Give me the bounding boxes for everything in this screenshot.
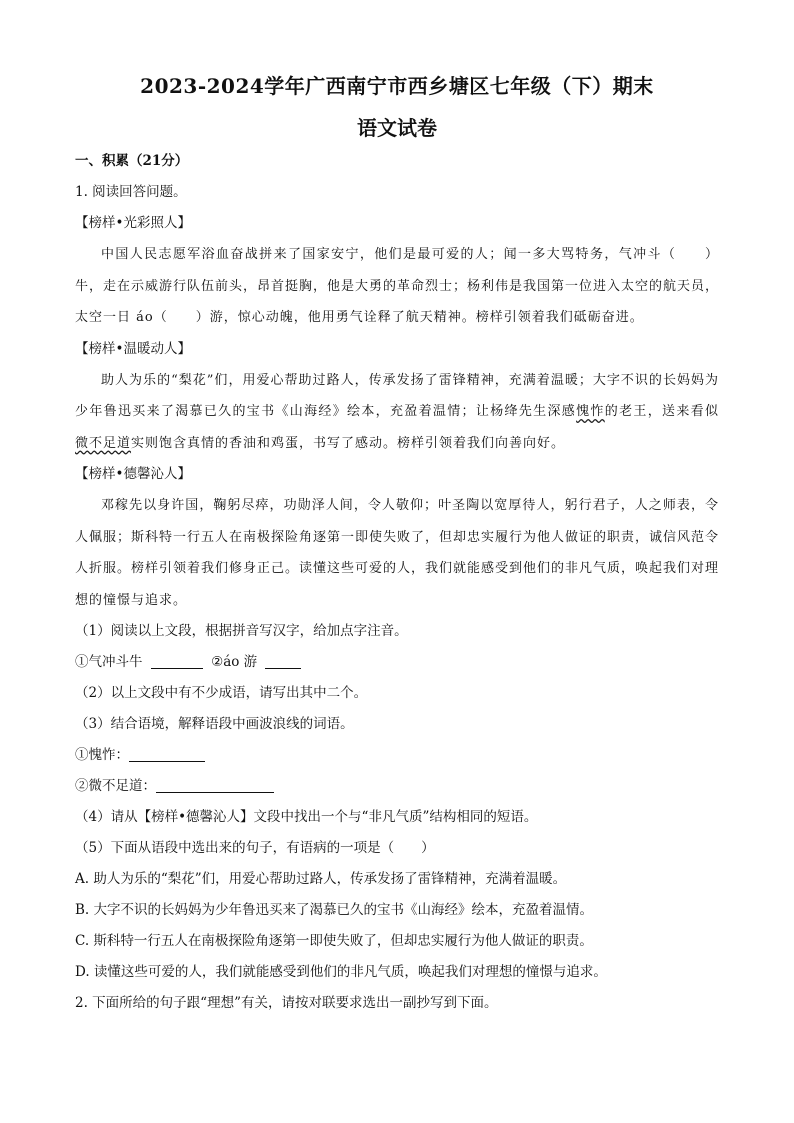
answer-blank-1a[interactable] (151, 652, 203, 669)
wavy-word-weibuzudao: 微不足道 (75, 435, 132, 451)
exam-title: 2023-2024学年广西南宁市西乡塘区七年级（下）期末 (140, 74, 654, 98)
question-2-stem: 2. 下面所给的句子跟“理想”有关，请按对联要求选出一副抄写到下面。 (75, 995, 498, 1011)
block2-text-b: 的老王，送来看似 (604, 404, 719, 419)
exam-body (75, 146, 719, 1019)
sub3-item-a: ①愧怍： (75, 747, 129, 763)
option-c[interactable]: C. 斯科特一行五人在南极探险角逐第一即使失败了，但却忠实履行为他人做证的职责。 (75, 933, 593, 949)
subquestion-3: （3）结合语境，解释语段中画波浪线的词语。 (75, 716, 354, 732)
sub1-item-a: ①气冲斗牛 (75, 654, 143, 670)
block2-text-c: 实则饱含真情的香油和鸡蛋，书写了感动。榜样引领着我们向善向好。 (131, 435, 566, 451)
question-1-stem: 1. 阅读回答问题。 (75, 184, 187, 200)
block2-label: 【榜样•温暖动人】 (75, 340, 191, 357)
block3-text: 邓稼先以身许国，鞠躬尽瘁，功勋泽人间，令人敬仰；叶圣陶以宽厚待人，躬行君子，人之师表，令人佩服；斯科特一行五人在南极探险角逐第一即使失败了，但却忠实履行为他人做证的职责，诚信风范令人折服。榜样引领着我们修身正己。读懂这些可爱的人，我们就能感受到他们的非凡气质，唤起我们对理想的憧憬与追求。 (75, 498, 720, 608)
option-b[interactable]: B. 大字不识的长妈妈为少年鲁迅买来了渴慕已久的宝书《山海经》绘本，充盈着温情。 (75, 902, 594, 918)
subquestion-3-item-a (75, 740, 719, 771)
subquestion-1: （1）阅读以上文段，根据拼音写汉字，给加点字注音。 (75, 623, 408, 639)
section-heading: 一、积累（21分） (75, 153, 189, 169)
answer-blank-1b[interactable] (265, 652, 301, 669)
sub3-item-b: ②微不足道： (75, 778, 156, 794)
sub1-item-b: ②áo 游 (211, 654, 258, 670)
block2-text (75, 365, 719, 460)
block3-label: 【榜样•德馨沁人】 (75, 466, 191, 482)
block1-label: 【榜样•光彩照人】 (75, 215, 191, 231)
answer-blank-3a[interactable] (129, 745, 205, 762)
subquestion-5: （5）下面从语段中选出来的句子，有语病的一项是（ ） (75, 840, 435, 856)
answer-blank-3b[interactable] (156, 776, 274, 793)
block2-text-a: 助人为乐的“梨花”们，用爱心帮助过路人，传承发扬了雷锋精神，充满着温暖；大字不识的长妈妈为少年鲁迅买来了渴慕已久的宝书《山海经》绘本，充盈着温情；让杨绛先生深感 (75, 372, 719, 419)
subquestion-4: （4）请从【榜样•德馨沁人】文段中找出一个与“非凡气质”结构相同的短语。 (75, 809, 538, 825)
block1-text: 中国人民志愿军浴血奋战拼来了国家安宁，他们是最可爱的人；闻一多大骂特务，气冲斗（ ）牛，走在示威游行队伍前头，昂首挺胸，他是大勇的革命烈士；杨利伟是我国第一位进入太空的航天员，太空一日 áo（ ）游，惊心动魄，他用勇气诠释了航天精神。榜样引领着我们砥砺奋进。 (75, 247, 720, 325)
subquestion-3-item-b (75, 771, 719, 802)
option-a[interactable]: A. 助人为乐的“梨花”们，用爱心帮助过路人，传承发扬了雷锋精神，充满着温暖。 (75, 871, 567, 887)
subquestion-2: （2）以上文段中有不少成语，请写出其中二个。 (75, 685, 368, 701)
option-d[interactable]: D. 读懂这些可爱的人，我们就能感受到他们的非凡气质，唤起我们对理想的憧憬与追求。 (75, 964, 607, 980)
exam-subtitle: 语文试卷 (357, 116, 437, 140)
wavy-word-kuizuo: 愧怍 (576, 404, 605, 419)
subquestion-1-items (75, 647, 719, 678)
